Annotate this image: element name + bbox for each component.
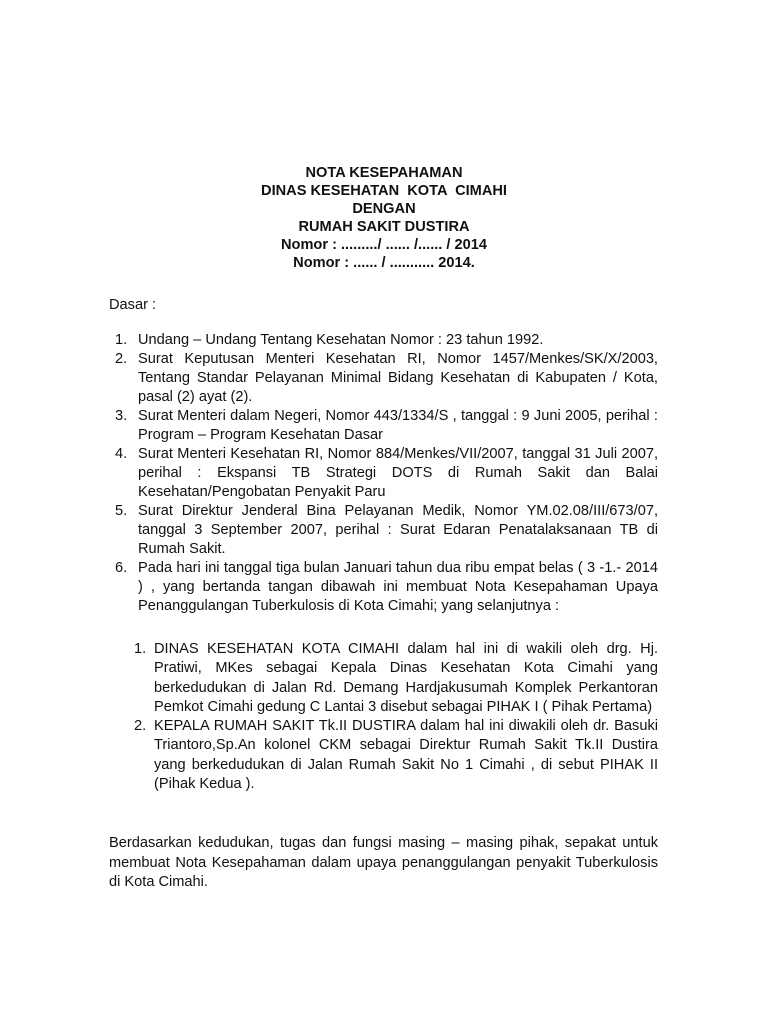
list-item-number: 5. bbox=[115, 503, 128, 519]
party-item bbox=[134, 717, 658, 794]
title-line-2: DINAS KESEHATAN KOTA CIMAHI bbox=[261, 183, 507, 199]
list-item bbox=[109, 445, 658, 502]
title-line-3: DENGAN bbox=[352, 201, 416, 217]
list-item-number: 4. bbox=[115, 446, 128, 462]
list-item bbox=[109, 407, 658, 445]
list-item-text: Pada hari ini tanggal tiga bulan Januari tahun dua ribu empat belas ( 3 -1.- 2014 ) , yang bertanda tangan dibawah ini membuat Nota Kesepahaman Upaya Penanggulangan Tuberkulosis di Kota Cimahi; yang selanjutnya : bbox=[138, 560, 658, 614]
list-item-number: 2. bbox=[115, 351, 128, 367]
title-number-line-2: Nomor : ...... / ........... 2014. bbox=[293, 255, 475, 271]
title-number-line-1: Nomor : ........./ ...... /...... / 2014 bbox=[281, 237, 487, 253]
dasar-label: Dasar : bbox=[109, 297, 157, 313]
list-item-number: 3. bbox=[115, 408, 128, 424]
list-item bbox=[109, 331, 658, 350]
list-item-text: Surat Direktur Jenderal Bina Pelayanan Medik, Nomor YM.02.08/III/673/07, tanggal 3 September 2007, perihal : Surat Edaran Penatalaksanaan TB di Rumah Sakit. bbox=[138, 503, 658, 557]
list-item-number: 1. bbox=[115, 332, 128, 348]
title-line-1: NOTA KESEPAHAMAN bbox=[305, 165, 463, 181]
list-item-text: Surat Keputusan Menteri Kesehatan RI, Nomor 1457/Menkes/SK/X/2003, Tentang Standar Pelayanan Minimal Bidang Kesehatan di Kabupaten / Kota, pasal (2) ayat (2). bbox=[138, 351, 658, 405]
parties-list bbox=[134, 640, 658, 794]
party-item-number: 1. bbox=[134, 641, 147, 657]
list-item bbox=[109, 350, 658, 407]
list-item-number: 6. bbox=[115, 560, 128, 576]
list-item-text: Surat Menteri dalam Negeri, Nomor 443/1334/S , tanggal : 9 Juni 2005, perihal : Program – Program Kesehatan Dasar bbox=[138, 408, 658, 443]
party-item-text: DINAS KESEHATAN KOTA CIMAHI dalam hal ini di wakili oleh drg. Hj. Pratiwi, MKes sebagai Kepala Dinas Kesehatan Kota Cimahi yang berkedudukan di Jalan Rd. Demang Hardjakusumah Komplek Perkantoran Pemkot Cimahi gedung C Lantai 3 disebut sebagai PIHAK I ( Pihak Pertama) bbox=[154, 641, 658, 715]
party-item-number: 2. bbox=[134, 718, 147, 735]
closing-paragraph: Berdasarkan kedudukan, tugas dan fungsi masing – masing pihak, sepakat untuk membuat Nota Kesepahaman dalam upaya penanggulangan penyakit Tuberkulosis di Kota Cimahi. bbox=[109, 835, 658, 890]
list-item-text: Surat Menteri Kesehatan RI, Nomor 884/Menkes/VII/2007, tanggal 31 Juli 2007, perihal : Ekspansi TB Strategi DOTS di Rumah Sakit dan Balai Kesehatan/Pengobatan Penyakit Paru bbox=[138, 446, 658, 500]
list-item bbox=[109, 559, 658, 616]
dasar-list bbox=[109, 331, 658, 616]
party-item bbox=[134, 640, 658, 717]
title-line-4: RUMAH SAKIT DUSTIRA bbox=[298, 219, 470, 235]
party-item-text: KEPALA RUMAH SAKIT Tk.II DUSTIRA dalam hal ini diwakili oleh dr. Basuki Triantoro,Sp.An kolonel CKM sebagai Direktur Rumah Sakit Tk.II Dustira yang berkedudukan di Jalan Rumah Sakit No 1 Cimahi , di sebut PIHAK II (Pihak Kedua ). bbox=[154, 718, 658, 793]
list-item-text: Undang – Undang Tentang Kesehatan Nomor : 23 tahun 1992. bbox=[138, 332, 544, 348]
document-title-block bbox=[0, 164, 768, 272]
list-item bbox=[109, 502, 658, 559]
